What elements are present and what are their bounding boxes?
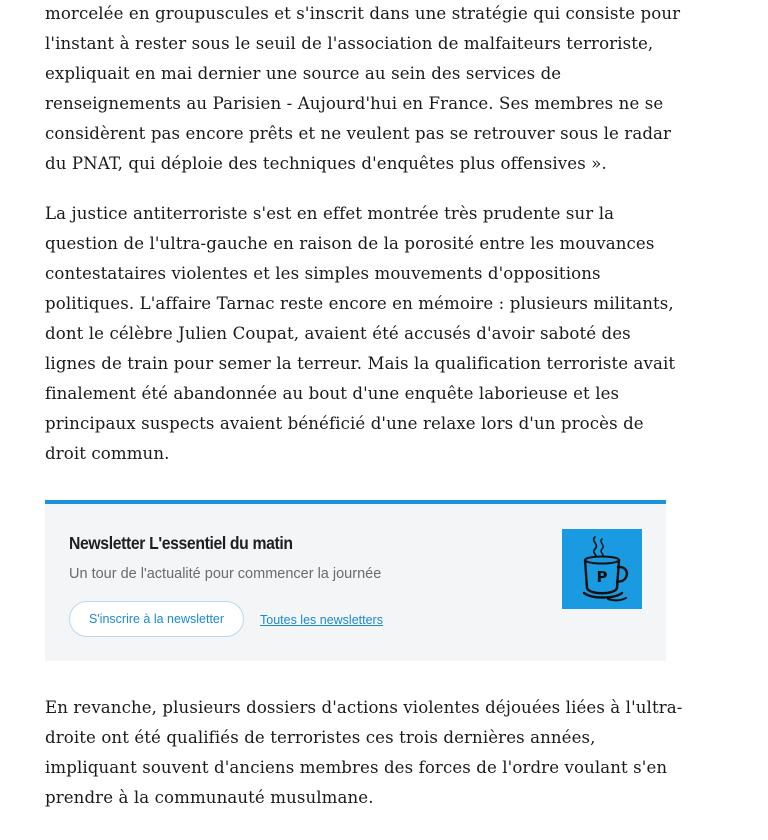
newsletter-subtitle: Un tour de l'actualité pour commencer la journée — [69, 566, 382, 582]
newsletter-logo — [562, 529, 642, 609]
article-paragraph: morcelée en groupuscules et s'inscrit dans une stratégie qui consiste pour l'instant à rester sous le seuil de l'association de malfaiteurs terroriste, expliquait en mai dernier une source au sein des services de renseignements au Parisien - Aujourd'hui en France. Ses membres ne se considèrent pas encore prêts et ne veulent pas se retrouver sous le radar du PNAT, qui déploie des techniques d'enquêtes plus offensives ». — [45, 4, 681, 173]
newsletter-title: Newsletter L'essentiel du matin — [69, 533, 293, 553]
logo-letter: P — [596, 568, 608, 586]
article-paragraph: En revanche, plusieurs dossiers d'actions violentes déjouées liées à l'ultra-droite ont été qualifiés de terroristes ces trois dernières années, impliquant souvent d'anciens membres des forces de l'ordre voulant s'en prendre à la communauté musulmane. — [45, 698, 683, 807]
all-newsletters-link[interactable]: Toutes les newsletters — [260, 613, 383, 627]
coffee-mug-icon — [562, 529, 642, 609]
article-paragraph: La justice antiterroriste s'est en effet montrée très prudente sur la question de l'ultra-gauche en raison de la porosité entre les mouvances contestataires violentes et les simples mouvements d'oppositions politiques. L'affaire Tarnac reste encore en mémoire : plusieurs militants, dont le célèbre Julien Coupat, avaient été accusés d'avoir saboté des lignes de train pour semer la terreur. Mais la qualification terroriste avait finalement été abandonnée au bout d'une enquête laborieuse et les principaux suspects avaient bénéficié d'une relaxe lors d'un procès de droit commun. — [45, 204, 676, 463]
subscribe-button[interactable]: S'inscrire à la newsletter — [69, 601, 244, 637]
newsletter-card — [45, 500, 666, 661]
